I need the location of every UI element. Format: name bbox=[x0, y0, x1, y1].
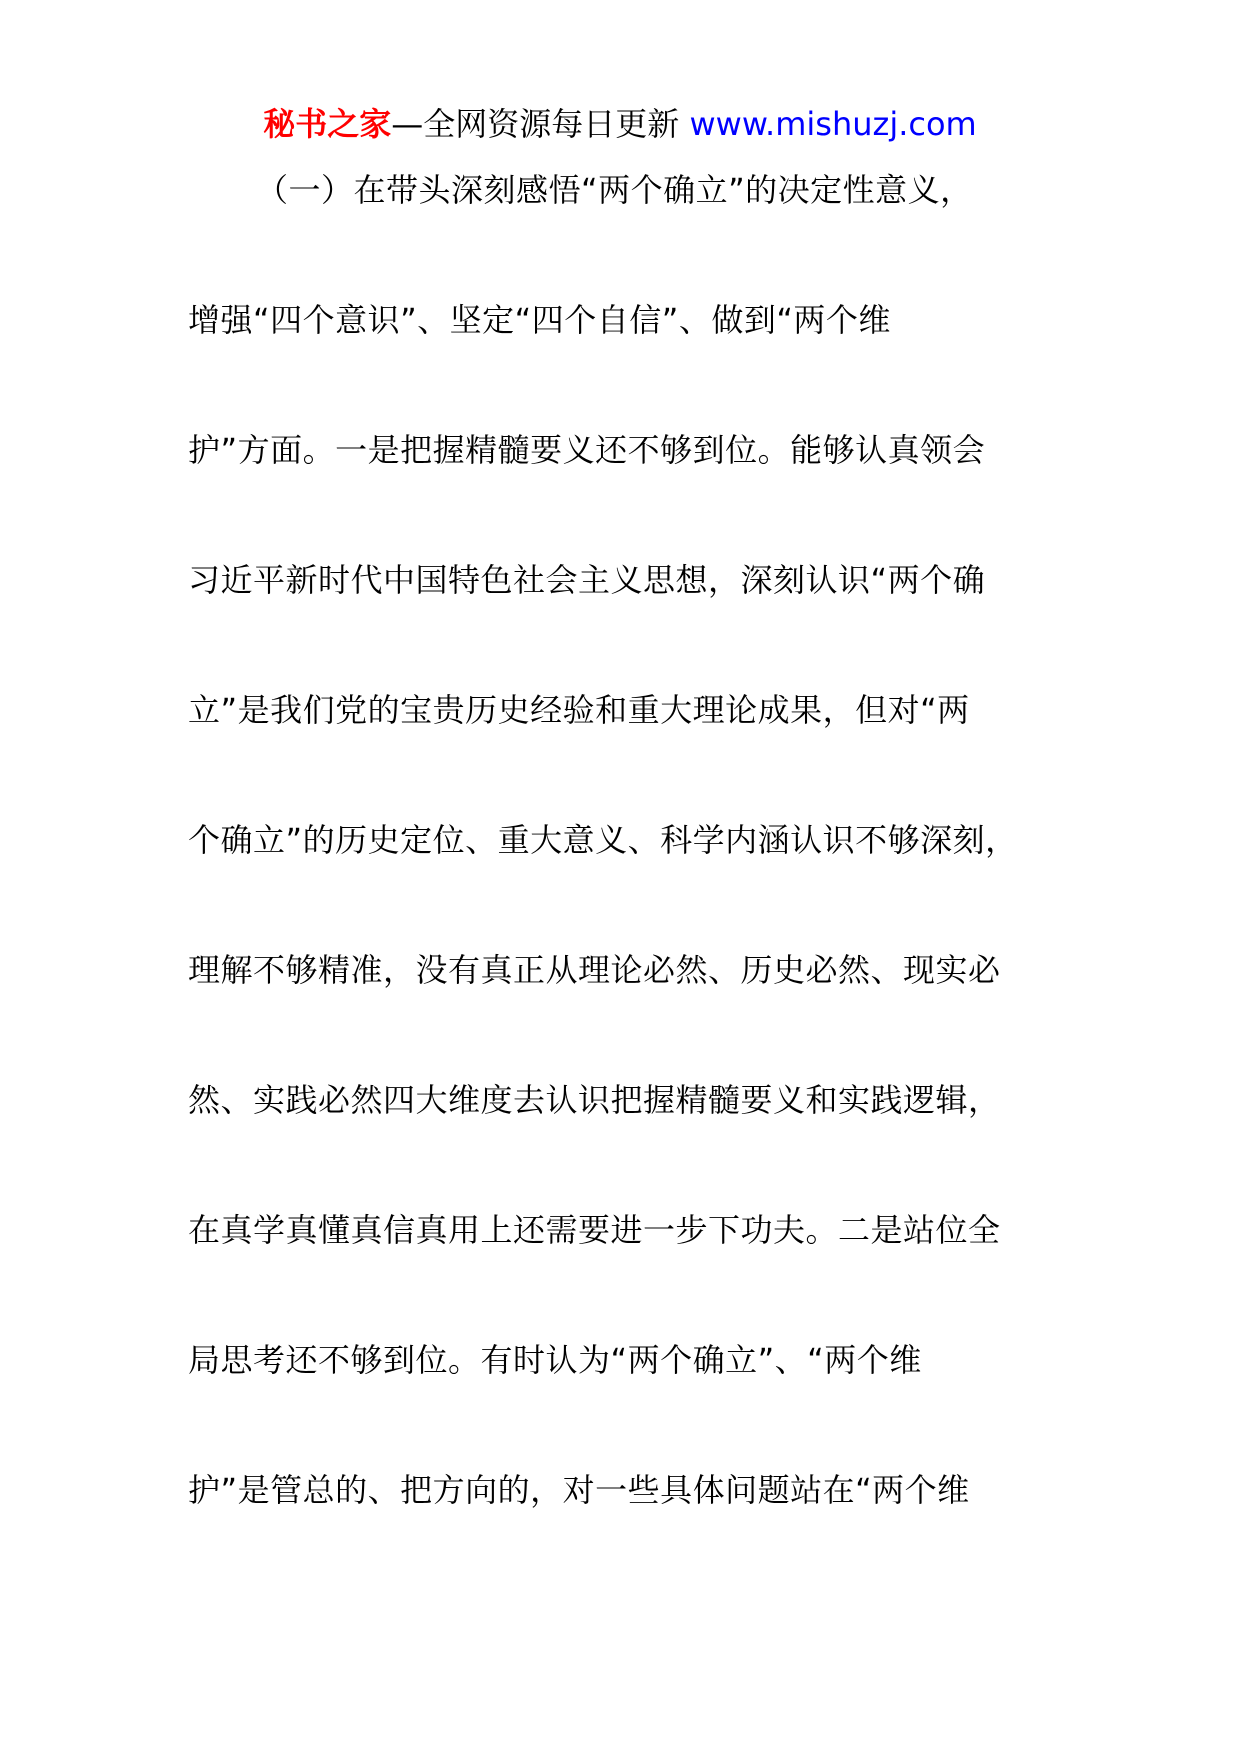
brand-name: 秘书之家 bbox=[263, 105, 392, 143]
paragraph-line: 在真学真懂真信真用上还需要进一步下功夫。二是站位全 bbox=[188, 1211, 1001, 1249]
header-slogan: —全网资源每日更新 bbox=[391, 105, 690, 143]
paragraph-line: （一）在带头深刻感悟“两个确立”的决定性意义， bbox=[256, 171, 973, 209]
paragraph-line: 理解不够精准，没有真正从理论必然、历史必然、现实必 bbox=[188, 951, 1001, 989]
paragraph-line: 增强“四个意识”、坚定“四个自信”、做到“两个维 bbox=[188, 301, 891, 339]
website-link[interactable]: www.mishuzj.com bbox=[689, 105, 977, 143]
paragraph-line: 立”是我们党的宝贵历史经验和重大理论成果，但对“两 bbox=[188, 691, 970, 729]
paragraph-line: 习近平新时代中国特色社会主义思想，深刻认识“两个确 bbox=[188, 561, 986, 599]
paragraph-line: 护”方面。一是把握精髓要义还不够到位。能够认真领会 bbox=[188, 431, 986, 469]
paragraph-line: 然、实践必然四大维度去认识把握精髓要义和实践逻辑， bbox=[188, 1081, 1001, 1119]
paragraph-line: 护”是管总的、把方向的，对一些具体问题站在“两个维 bbox=[188, 1471, 970, 1509]
paragraph-line: 局思考还不够到位。有时认为“两个确立”、“两个维 bbox=[188, 1341, 922, 1379]
paragraph-line: 个确立”的历史定位、重大意义、科学内涵认识不够深刻， bbox=[188, 821, 1018, 859]
